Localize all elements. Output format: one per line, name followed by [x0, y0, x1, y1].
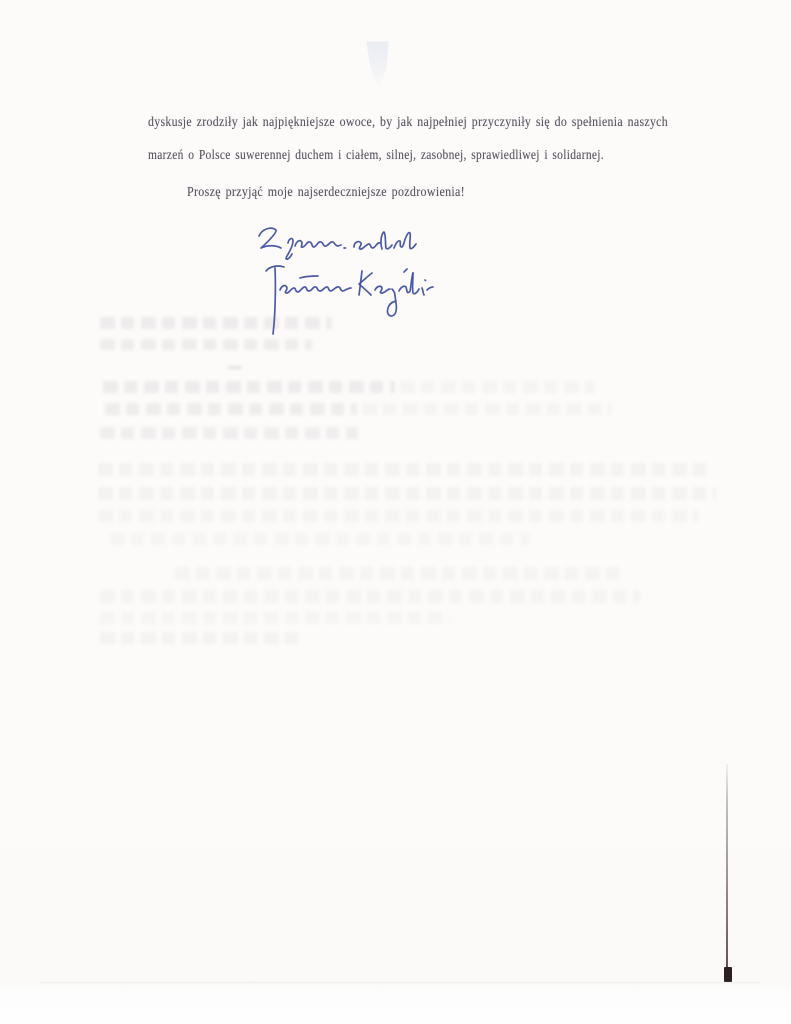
bleedthrough-text-ghost — [100, 427, 358, 439]
bleedthrough-text-ghost — [400, 381, 595, 393]
letter-paragraph-line-2: marzeń o Polsce suwerennej duchem i ciałem, silnej, zasobnej, sprawiedliwej i solidarnej. — [148, 147, 604, 162]
scan-smudge-artifact — [366, 41, 389, 88]
bleedthrough-text-ghost — [100, 339, 312, 350]
scan-streak-artifact — [726, 764, 728, 969]
bleedthrough-text-ghost — [98, 510, 698, 522]
bleedthrough-text-ghost — [98, 487, 716, 500]
bleedthrough-text-ghost — [98, 463, 710, 476]
bleedthrough-text-ghost — [103, 381, 395, 393]
letter-paragraph-line-1: dyskusje zrodziły jak najpiękniejsze owoce, by jak najpełniej przyczyniły się do spełnienia naszych — [148, 114, 668, 129]
letter-closing-line: Proszę przyjąć moje najserdeczniejsze pozdrowienia! — [187, 184, 465, 199]
bleedthrough-text-ghost — [100, 632, 305, 644]
bleedthrough-text-ghost — [100, 590, 640, 603]
bleedthrough-text-ghost — [110, 533, 530, 545]
signature-valediction-strokes — [259, 228, 416, 259]
bleedthrough-text-ghost — [175, 567, 625, 580]
handwritten-signature — [235, 216, 455, 401]
bleedthrough-text-ghost — [100, 317, 332, 329]
bleedthrough-text-ghost — [100, 612, 450, 624]
bleedthrough-mark-ghost — [227, 366, 242, 369]
paper-edge — [40, 982, 761, 983]
scan-streak-end-block — [724, 967, 732, 982]
bleedthrough-text-ghost — [362, 403, 612, 415]
bleedthrough-text-ghost — [105, 403, 357, 415]
